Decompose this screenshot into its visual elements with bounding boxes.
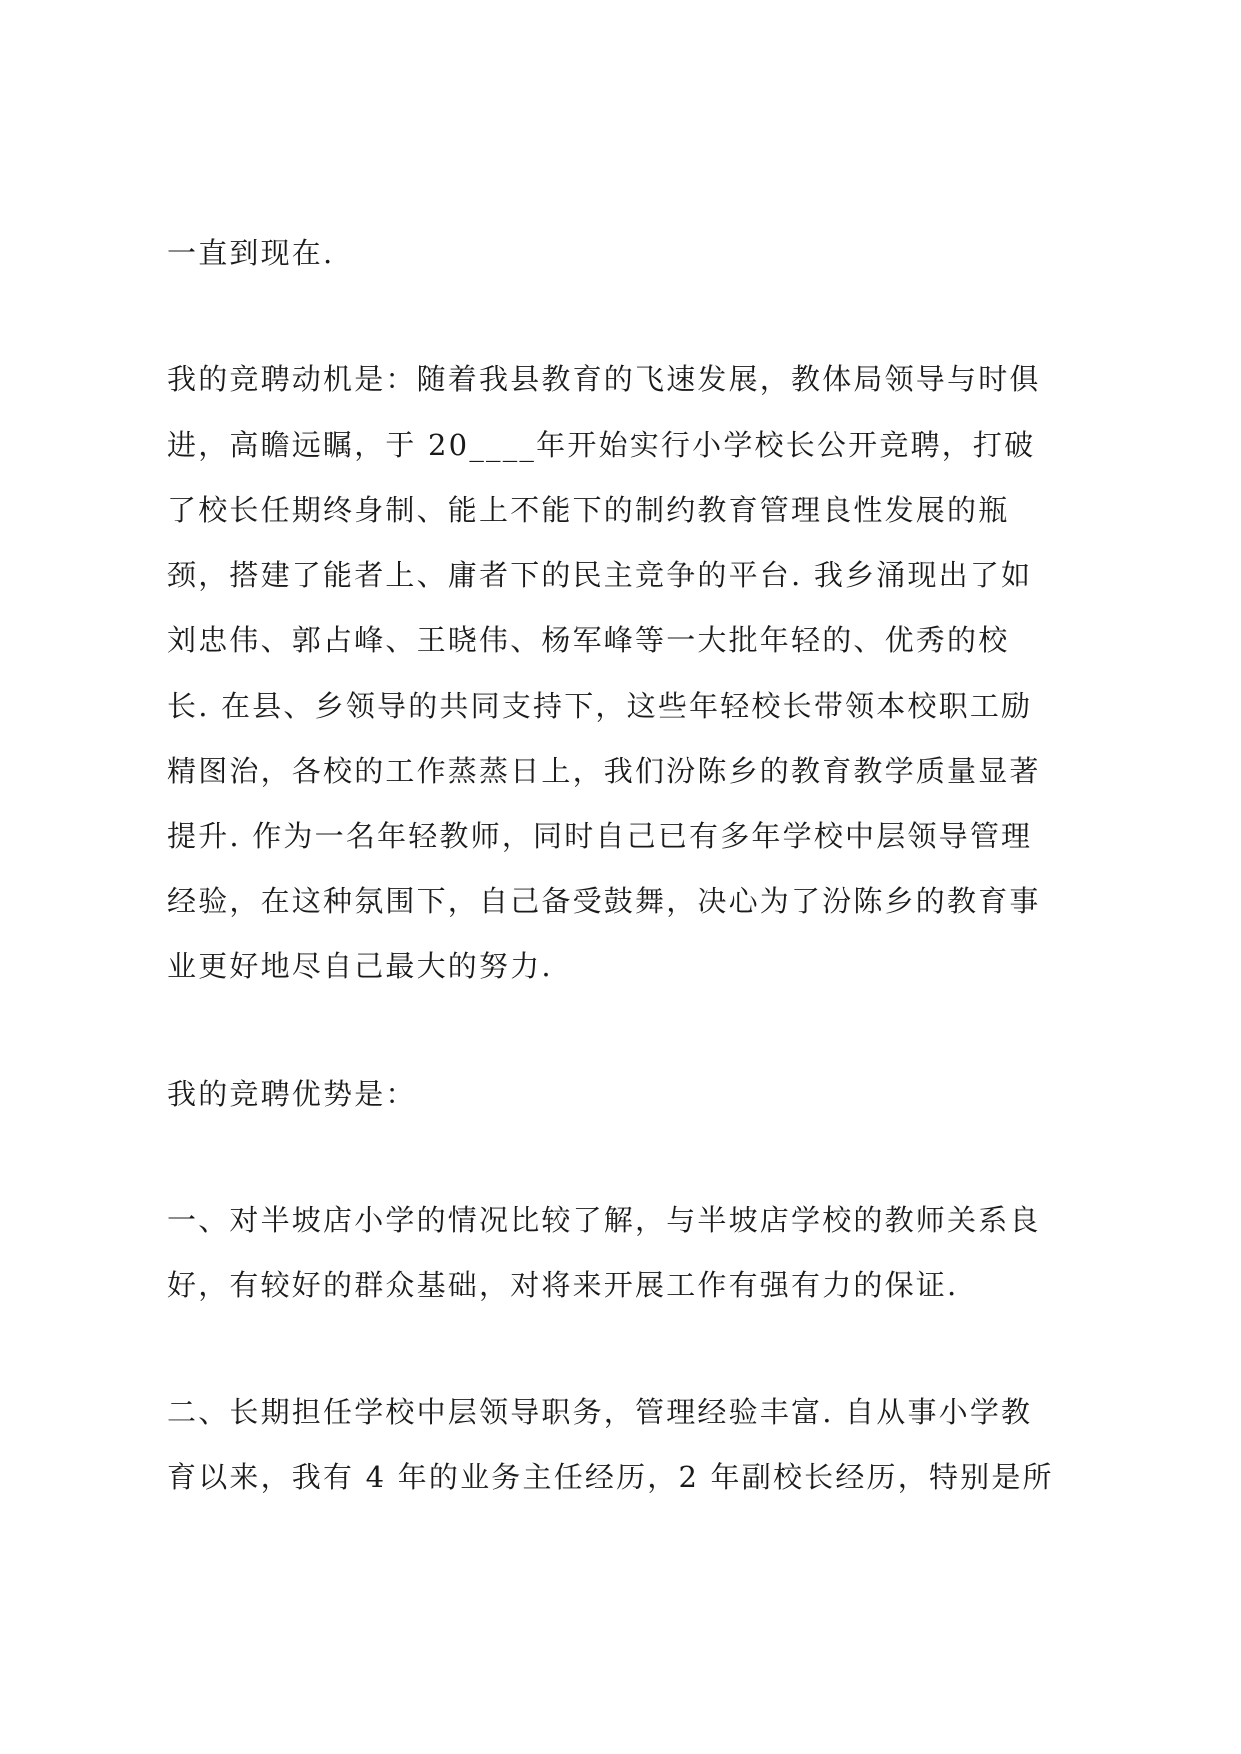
text-line: 经验，在这种氛围下，自己备受鼓舞，决心为了汾陈乡的教育事 (167, 884, 1041, 918)
text-line: 业更好地尽自己最大的努力. (167, 949, 553, 983)
text-line: 好，有较好的群众基础，对将来开展工作有强有力的保证. (167, 1268, 959, 1302)
text-line: 颈，搭建了能者上、庸者下的民主竞争的平台. 我乡涌现出了如 (167, 558, 1033, 592)
text-line: 我的竞聘优势是： (167, 1077, 417, 1111)
text-line: 二、长期担任学校中层领导职务，管理经验丰富. 自从事小学教 (167, 1395, 1033, 1429)
text-line: 我的竞聘动机是：随着我县教育的飞速发展，教体局领导与时俱 (167, 362, 1041, 396)
text-line: 进，高瞻远瞩，于 20____年开始实行小学校长公开竞聘，打破 (167, 428, 1036, 462)
text-line: 了校长任期终身制、能上不能下的制约教育管理良性发展的瓶 (167, 493, 1010, 527)
text-line: 一、对半坡店小学的情况比较了解，与半坡店学校的教师关系良 (167, 1203, 1041, 1237)
text-line: 一直到现在. (167, 236, 335, 270)
text-line: 育以来，我有 4 年的业务主任经历，2 年副校长经历，特别是所 (167, 1460, 1054, 1494)
text-line: 精图治，各校的工作蒸蒸日上，我们汾陈乡的教育教学质量显著 (167, 754, 1041, 788)
text-line: 刘忠伟、郭占峰、王晓伟、杨军峰等一大批年轻的、优秀的校 (167, 623, 1010, 657)
text-line: 长. 在县、乡领导的共同支持下，这些年轻校长带领本校职工励 (167, 689, 1033, 723)
text-line: 提升. 作为一名年轻教师，同时自己已有多年学校中层领导管理 (167, 819, 1033, 853)
